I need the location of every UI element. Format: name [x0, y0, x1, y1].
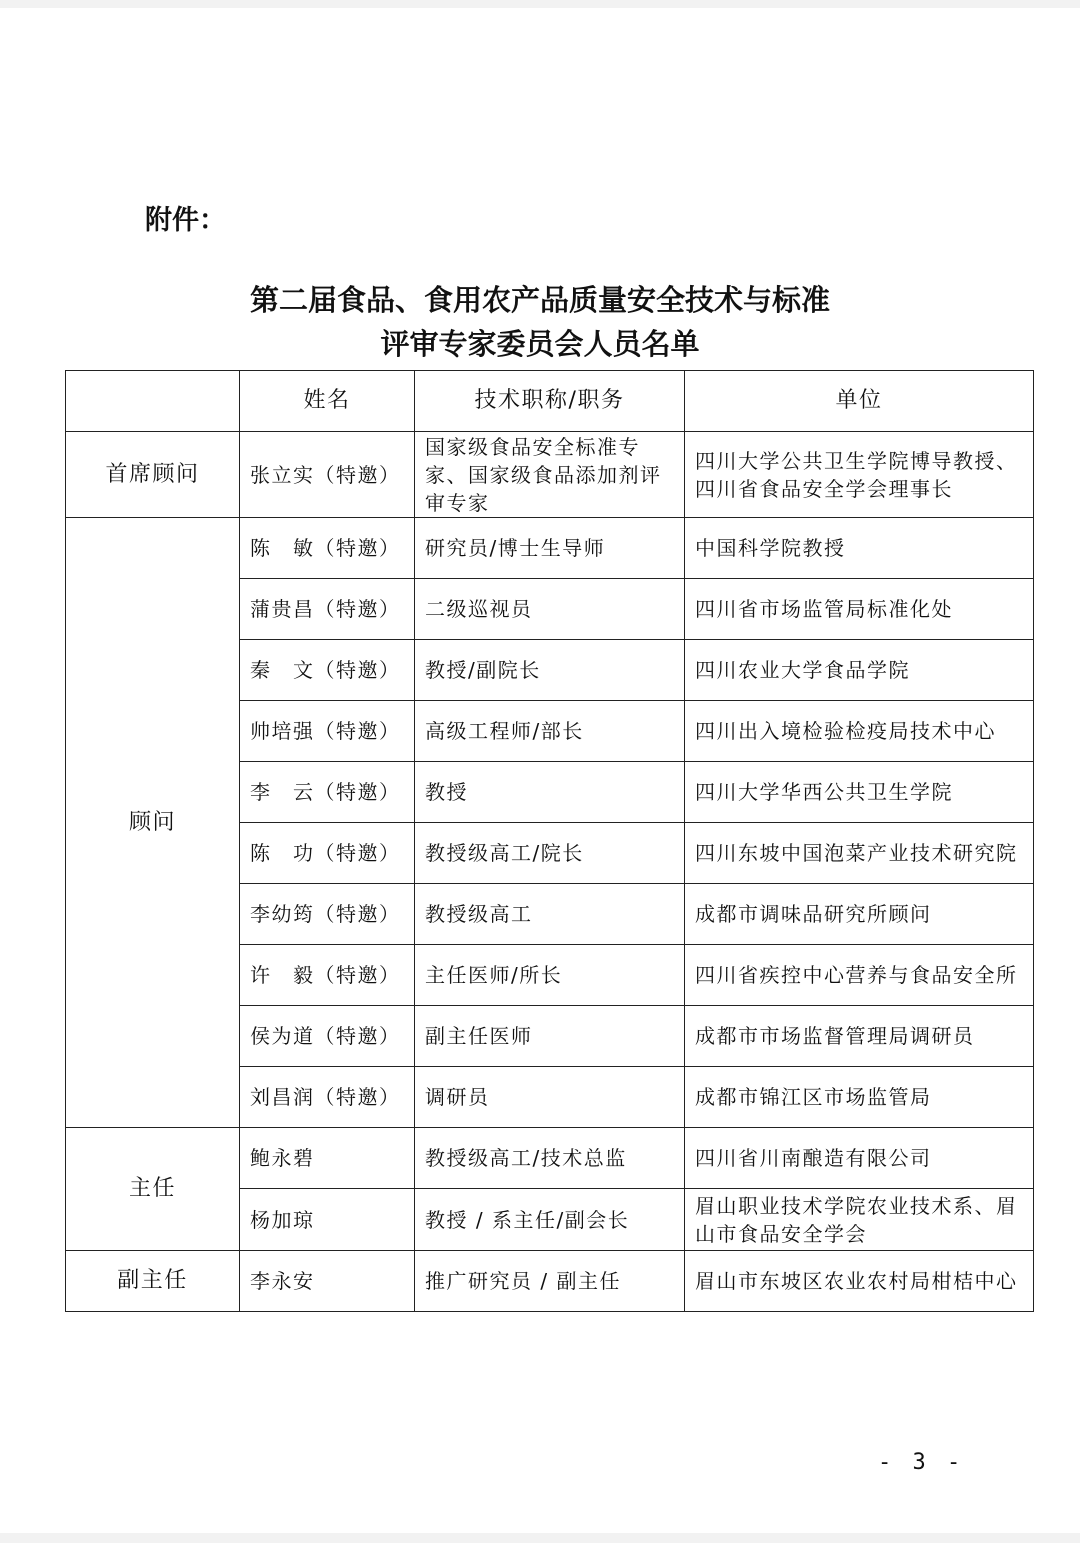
- title-cell: 教授: [415, 762, 685, 823]
- name-cell: 许 毅（特邀）: [240, 945, 415, 1006]
- title-cell: 教授/副院长: [415, 640, 685, 701]
- table-row: [66, 1251, 1034, 1312]
- unit-cell: 眉山职业技术学院农业技术系、眉山市食品安全学会: [685, 1189, 1034, 1251]
- top-strip: [0, 0, 1080, 8]
- header-title: 技术职称/职务: [415, 371, 685, 432]
- title-cell: 教授 / 系主任/副会长: [415, 1189, 685, 1251]
- unit-cell: 四川大学公共卫生学院博导教授、四川省食品安全学会理事长: [685, 432, 1034, 518]
- name-cell: 刘昌润（特邀）: [240, 1067, 415, 1128]
- title-cell: 高级工程师/部长: [415, 701, 685, 762]
- name-cell: 秦 文（特邀）: [240, 640, 415, 701]
- committee-roster-table: [65, 370, 1034, 1312]
- name-cell: 蒲贵昌（特邀）: [240, 579, 415, 640]
- table-row: [66, 518, 1034, 579]
- title-line-2: 评审专家委员会人员名单: [380, 327, 700, 361]
- title-cell: 副主任医师: [415, 1006, 685, 1067]
- title-cell: 推广研究员 / 副主任: [415, 1251, 685, 1312]
- unit-cell: 中国科学院教授: [685, 518, 1034, 579]
- category-cell: 首席顾问: [66, 432, 240, 518]
- header-unit: 单位: [685, 371, 1034, 432]
- unit-cell: 成都市锦江区市场监管局: [685, 1067, 1034, 1128]
- header-name: 姓名: [240, 371, 415, 432]
- title-cell: 国家级食品安全标准专家、国家级食品添加剂评审专家: [415, 432, 685, 518]
- title-cell: 教授级高工/院长: [415, 823, 685, 884]
- bottom-strip: [0, 1533, 1080, 1543]
- unit-cell: 四川东坡中国泡菜产业技术研究院: [685, 823, 1034, 884]
- name-cell: 鲍永碧: [240, 1128, 415, 1189]
- name-cell: 张立实（特邀）: [240, 432, 415, 518]
- unit-cell: 成都市调味品研究所顾问: [685, 884, 1034, 945]
- table-row: [66, 432, 1034, 518]
- category-cell: 主任: [66, 1128, 240, 1251]
- title-cell: 教授级高工/技术总监: [415, 1128, 685, 1189]
- unit-cell: 四川农业大学食品学院: [685, 640, 1034, 701]
- table-header-row: [66, 371, 1034, 432]
- table-row: [66, 1128, 1034, 1189]
- name-cell: 侯为道（特邀）: [240, 1006, 415, 1067]
- header-category: [66, 371, 240, 432]
- unit-cell: 四川出入境检验检疫局技术中心: [685, 701, 1034, 762]
- category-cell: 副主任: [66, 1251, 240, 1312]
- title-cell: 研究员/博士生导师: [415, 518, 685, 579]
- unit-cell: 四川省市场监管局标准化处: [685, 579, 1034, 640]
- title-cell: 二级巡视员: [415, 579, 685, 640]
- title-cell: 调研员: [415, 1067, 685, 1128]
- name-cell: 帅培强（特邀）: [240, 701, 415, 762]
- unit-cell: 四川省疾控中心营养与食品安全所: [685, 945, 1034, 1006]
- title-cell: 主任医师/所长: [415, 945, 685, 1006]
- name-cell: 李永安: [240, 1251, 415, 1312]
- name-cell: 李幼筠（特邀）: [240, 884, 415, 945]
- unit-cell: 四川省川南酿造有限公司: [685, 1128, 1034, 1189]
- unit-cell: 四川大学华西公共卫生学院: [685, 762, 1034, 823]
- unit-cell: 眉山市东坡区农业农村局柑桔中心: [685, 1251, 1034, 1312]
- category-cell: 顾问: [66, 518, 240, 1128]
- title-cell: 教授级高工: [415, 884, 685, 945]
- name-cell: 陈 功（特邀）: [240, 823, 415, 884]
- unit-cell: 成都市市场监督管理局调研员: [685, 1006, 1034, 1067]
- attachment-label: 附件：: [145, 205, 226, 236]
- name-cell: 杨加琼: [240, 1189, 415, 1251]
- document-title: [0, 278, 1080, 366]
- page-number: - 3 -: [878, 1450, 965, 1475]
- name-cell: 李 云（特邀）: [240, 762, 415, 823]
- name-cell: 陈 敏（特邀）: [240, 518, 415, 579]
- title-line-1: 第二届食品、食用农产品质量安全技术与标准: [249, 283, 830, 317]
